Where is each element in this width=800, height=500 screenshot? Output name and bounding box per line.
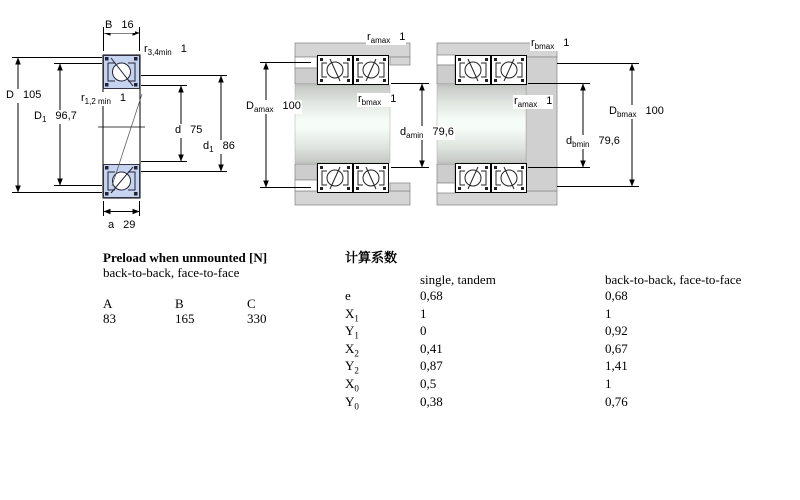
factor-value-single: 0,87 <box>420 358 443 374</box>
factor-symbol: $X_1$ <box>345 305 359 324</box>
factors-col1-header: single, tandem <box>420 272 496 287</box>
factor-value-btb: 0,92 <box>605 323 628 339</box>
factor-symbol: $Y_1$ <box>345 323 359 341</box>
preload-col-header: B <box>175 296 184 311</box>
factor-symbol: e <box>345 288 351 303</box>
dim-label-Dbmax: $D_{bmax}$ 100 <box>609 105 664 120</box>
dim-label-d1: $d_1$ 86 <box>203 140 235 155</box>
factor-value-single: 0,5 <box>420 375 437 391</box>
factor-value-single: 1 <box>420 305 427 321</box>
dim-label-D1: $D_1$ 96,7 <box>34 110 77 125</box>
factor-symbol: $Y_2$ <box>345 358 359 376</box>
dim-label-rbmax-b: $r_{bmax}$ 1 <box>531 37 570 52</box>
dim-label-r34min: $r_{3,4min}$ 1 <box>144 43 187 58</box>
dim-label-ramax-b: $r_{amax}$ 1 <box>514 95 553 110</box>
factors-grid <box>345 272 775 411</box>
preload-col-header: C <box>247 296 256 311</box>
factors-title: 计算系数 <box>345 250 398 265</box>
dim-label-d: d 75 <box>174 124 203 138</box>
factors-empty-header <box>345 272 420 288</box>
preload-value: 165 <box>175 311 195 326</box>
dim-label-a: a 29 <box>107 219 136 233</box>
factor-symbol: $X_0$ <box>345 375 359 394</box>
factor-symbol: $X_2$ <box>345 340 359 359</box>
factor-value-btb: 1 <box>605 375 612 391</box>
mounted-arrangement-a <box>295 43 410 205</box>
preload-value: 330 <box>247 311 267 326</box>
dim-label-r12min: $r_{1,2 min}$ 1 <box>81 92 127 107</box>
preload-title: Preload when unmounted [N] <box>103 250 268 265</box>
preload-value: 83 <box>103 311 116 326</box>
factor-value-btb: 0,68 <box>605 288 628 303</box>
dim-label-rbmax-a: $r_{bmax}$ 1 <box>358 93 397 108</box>
factor-value-single: 0,41 <box>420 340 443 356</box>
dim-label-damin: $d_{amin}$ 79,6 <box>400 126 454 141</box>
factor-value-btb: 0,76 <box>605 393 628 409</box>
dim-label-Damax: $D_{amax}$ 100 <box>246 100 301 115</box>
single-bearing-cross-section <box>98 55 145 198</box>
factor-value-single: 0 <box>420 323 427 339</box>
factor-value-single: 0,38 <box>420 393 443 409</box>
preload-subtitle: back-to-back, face-to-face <box>103 265 240 280</box>
factors-col2-header: back-to-back, face-to-face <box>605 272 742 287</box>
dim-label-ramax-a: $r_{amax}$ 1 <box>367 31 406 46</box>
mounted-arrangement-b <box>437 43 557 205</box>
factor-symbol: $Y_0$ <box>345 393 359 412</box>
dim-label-B: B 16 <box>104 19 135 33</box>
factor-value-single: 0,68 <box>420 288 443 303</box>
dim-label-dbmin: $d_{bmin}$ 79,6 <box>566 135 620 150</box>
factor-value-btb: 1 <box>605 305 612 321</box>
preload-col-header: A <box>103 296 113 311</box>
dim-label-D: D 105 <box>5 89 42 103</box>
factor-value-btb: 1,41 <box>605 358 628 374</box>
factor-value-btb: 0,67 <box>605 340 628 356</box>
calculation-factors-table <box>345 250 775 411</box>
